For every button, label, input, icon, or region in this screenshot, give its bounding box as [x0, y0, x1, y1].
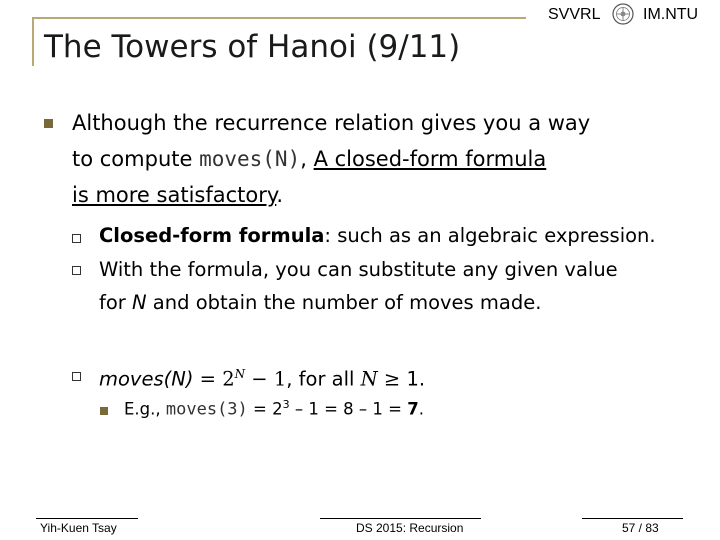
formula-line: moves(N) = $2^N - 1$, for all N ≥ 1. — [99, 367, 426, 391]
level2-bullet — [72, 234, 81, 243]
footer-page-number: 57 / 83 — [622, 521, 659, 535]
line-1: Although the recurrence relation gives you a way — [72, 111, 591, 135]
line-3: is more satisfactory. — [72, 183, 283, 207]
substitute-text: With the formula, you can substitute any given value for N and obtain the number of moves made. — [99, 258, 618, 314]
footer-rule-right — [582, 518, 683, 519]
slide-title: The Towers of Hanoi (9/11) — [44, 29, 461, 65]
bullet-text-recurrence — [72, 105, 590, 213]
level2-bullet — [72, 266, 81, 275]
lab-label: SVVRL — [548, 6, 601, 23]
school-label: IM.NTU — [643, 6, 699, 23]
footer-author: Yih-Kuen Tsay — [40, 521, 117, 535]
result-value: 7 — [407, 399, 419, 419]
closed-form-link[interactable]: A closed-form formula — [313, 147, 547, 171]
moves-n-code: moves(N) — [199, 147, 301, 171]
satisfactory-link[interactable]: is more satisfactory — [72, 183, 277, 207]
level2-bullet — [72, 372, 81, 381]
footer-rule-left — [36, 518, 138, 519]
line-2: to compute moves(N), A closed-form formula — [72, 147, 547, 171]
title-rule-top — [32, 17, 526, 19]
example-line: E.g., moves(3) = $2^3 - 1 = 8 - 1 = 7$. — [124, 398, 424, 420]
university-seal-icon — [612, 3, 634, 25]
footer-rule-center — [320, 518, 481, 519]
title-rule-left — [32, 17, 34, 66]
level1-bullet — [44, 119, 53, 128]
closed-form-definition: Closed-form formula: such as an algebraic expression. — [99, 224, 656, 247]
level3-bullet — [100, 407, 108, 415]
footer-course: DS 2015: Recursion — [356, 521, 464, 535]
